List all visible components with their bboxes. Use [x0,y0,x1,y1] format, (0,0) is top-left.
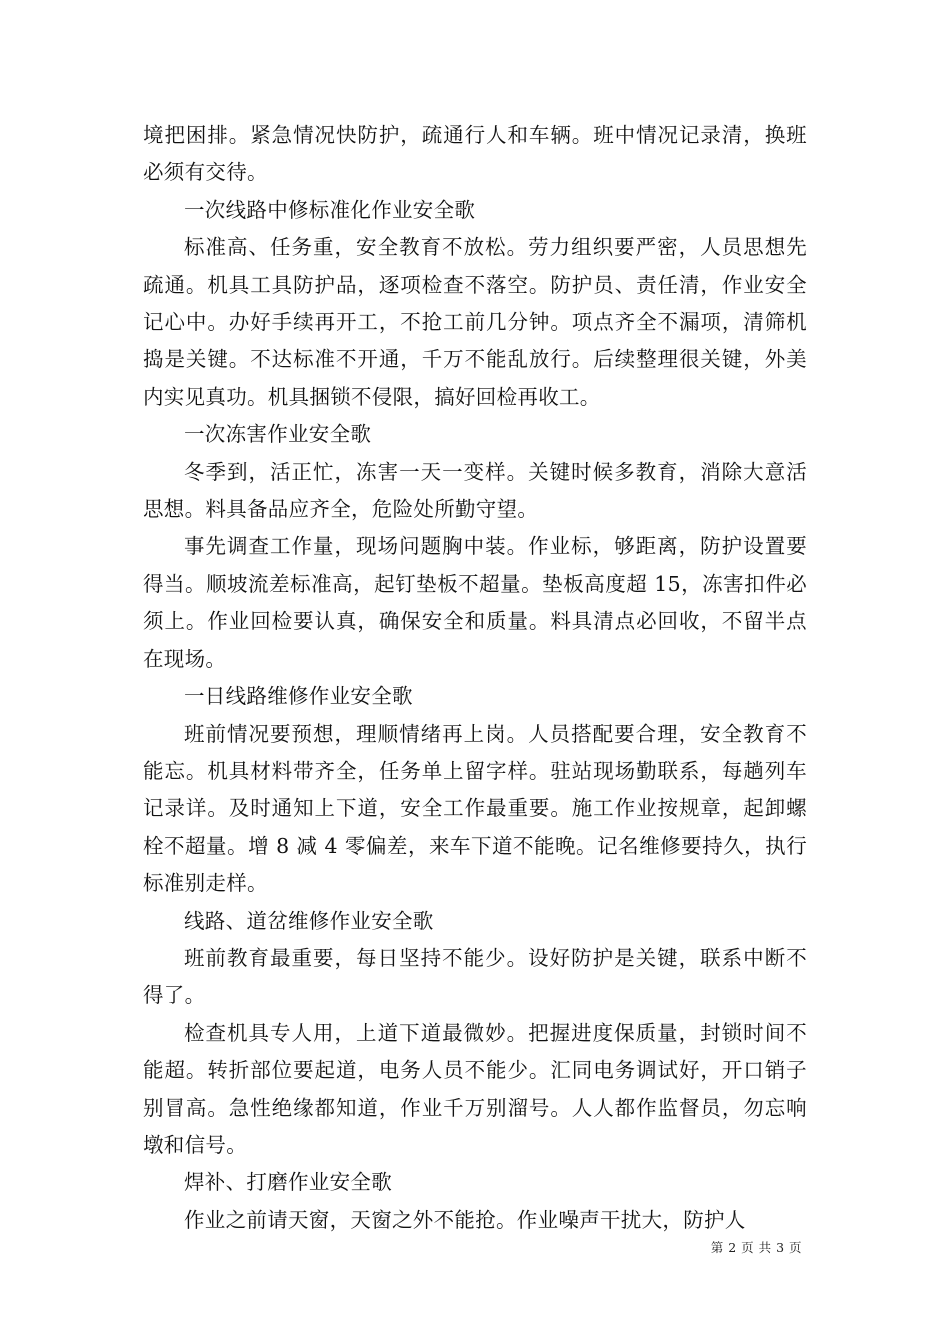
paragraph-line-switch-1: 班前教育最重要，每日坚持不能少。设好防护是关键，联系中断不得了。 [143,945,807,1008]
section-heading-line-switch: 线路、道岔维修作业安全歌 [184,908,434,933]
section-heading-mid-repair: 一次线路中修标准化作业安全歌 [184,197,476,222]
document-body [143,117,807,1239]
paragraph-daily-maintenance: 班前情况要预想，理顺情绪再上岗。人员搭配要合理，安全教育不能忘。机具材料带齐全，任务单上留字样。驻站现场勤联系，每趟列车记录详。及时通知上下道，安全工作最重要。施工作业按规章，起卸螺栓不超量。增 8 减 4 零偏差，来车下道不能晚。记名维修要持久，执行标准别走样。 [143,721,807,896]
paragraph-line-switch-2: 检查机具专人用，上道下道最微妙。把握进度保质量，封锁时间不能超。转折部位要起道，电务人员不能少。汇同电务调试好，开口销子别冒高。急性绝缘都知道，作业千万别溜号。人人都作监督员，勿忘响墩和信号。 [143,1020,807,1157]
page-number-footer: 第 2 页 共 3 页 [710,1240,802,1255]
paragraph-welding-grinding: 作业之前请天窗，天窗之外不能抢。作业噪声干扰大，防护人 [184,1207,746,1232]
paragraph-continued: 境把困排。紧急情况快防护，疏通行人和车辆。班中情况记录清，换班必须有交待。 [143,123,807,185]
paragraph-frost-damage-2: 事先调查工作量，现场问题胸中装。作业标，够距离，防护设置要得当。顺坡流差标准高，起钉垫板不超量。垫板高度超 15，冻害扣件必须上。作业回检要认真，确保安全和质量。料具清点必回收，不留半点在现场。 [143,534,807,671]
section-heading-welding-grinding: 焊补、打磨作业安全歌 [184,1170,392,1195]
paragraph-frost-damage-1: 冬季到，活正忙，冻害一天一变样。关键时候多教育，消除大意活思想。料具备品应齐全，危险处所勤守望。 [143,459,807,522]
section-heading-frost-damage: 一次冻害作业安全歌 [184,422,372,447]
section-heading-daily-maintenance: 一日线路维修作业安全歌 [184,684,413,709]
paragraph-mid-repair: 标准高、任务重，安全教育不放松。劳力组织要严密，人员思想先疏通。机具工具防护品，逐项检查不落空。防护员、责任清，作业安全记心中。办好手续再开工，不抢工前几分钟。项点齐全不漏项，清筛机捣是关键。不达标准不开通，千万不能乱放行。后续整理很关键，外美内实见真功。机具捆锁不侵限，搞好回检再收工。 [143,235,807,409]
